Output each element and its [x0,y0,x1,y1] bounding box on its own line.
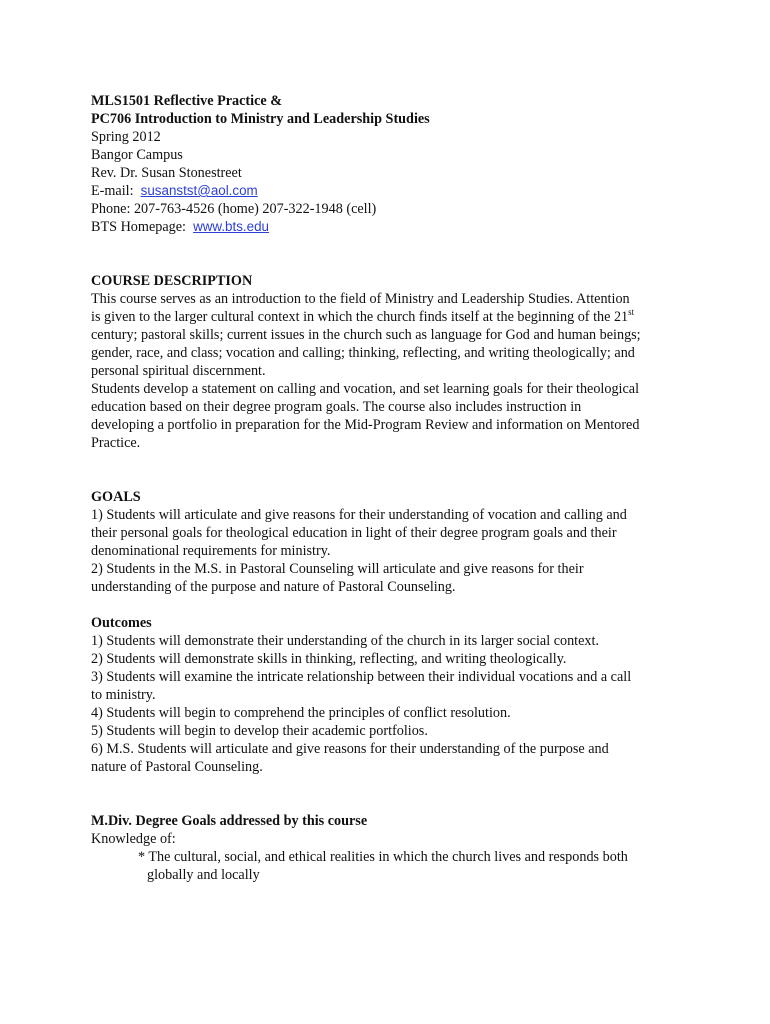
description-line: This course serves as an introduction to the field of Ministry and Leadership Studies. Attention [91,291,630,307]
description-line: developing a portfolio in preparation for the Mid-Program Review and information on Mentored [91,417,640,433]
course-description-heading: COURSE DESCRIPTION [91,273,253,289]
homepage-line [91,218,691,236]
description-line: gender, race, and class; vocation and calling; thinking, reflecting, and writing theologically; and [91,345,635,361]
knowledge-subheading: Knowledge of: [91,831,176,847]
goals-line: their personal goals for theological education in light of their degree program goals and their [91,525,617,541]
bullet-item-continuation: globally and locally [147,867,260,883]
goals-line: understanding of the purpose and nature of Pastoral Counseling. [91,579,456,595]
outcome-line: 2) Students will demonstrate skills in thinking, reflecting, and writing theologically. [91,651,567,667]
document-page [91,92,691,884]
superscript: st [628,307,635,317]
homepage-link[interactable]: www.bts.edu [193,219,269,234]
course-title-line1: MLS1501 Reflective Practice & [91,93,283,109]
description-line-text: is given to the larger cultural context in which the church finds itself at the beginning of the 21 [91,309,629,325]
outcome-line: 6) M.S. Students will articulate and give reasons for their understanding of the purpose and [91,741,609,757]
description-line: education based on their degree program goals. The course also includes instruction in [91,399,582,415]
outcome-line: to ministry. [91,687,156,703]
instructor: Rev. Dr. Susan Stonestreet [91,165,242,181]
campus: Bangor Campus [91,147,183,163]
description-line: personal spiritual discernment. [91,363,266,379]
bullet-item: * The cultural, social, and ethical realities in which the church lives and responds both [138,849,628,865]
description-line: Students develop a statement on calling and vocation, and set learning goals for their theological [91,381,640,397]
outcome-line: 5) Students will begin to develop their academic portfolios. [91,723,428,739]
outcome-line: 3) Students will examine the intricate relationship between their individual vocations and a call [91,669,632,685]
goals-line: 1) Students will articulate and give reasons for their understanding of vocation and calling and [91,507,627,523]
outcome-line: 1) Students will demonstrate their understanding of the church in its larger social context. [91,633,599,649]
description-line: Practice. [91,435,141,451]
email-label: E-mail: [91,183,134,199]
phone-line: Phone: 207-763-4526 (home) 207-322-1948 (cell) [91,201,377,217]
homepage-label: BTS Homepage: [91,219,186,235]
course-title-line2: PC706 Introduction to Ministry and Leadership Studies [91,111,430,127]
description-line [91,308,691,326]
term: Spring 2012 [91,129,161,145]
mdiv-goals-heading: M.Div. Degree Goals addressed by this course [91,813,368,829]
email-link[interactable]: susanstst@aol.com [140,183,258,198]
goals-heading: GOALS [91,489,141,505]
outcomes-heading: Outcomes [91,615,152,631]
goals-line: 2) Students in the M.S. in Pastoral Counseling will articulate and give reasons for their [91,561,584,577]
description-line: century; pastoral skills; current issues in the church such as language for God and human beings; [91,327,641,343]
outcome-line: 4) Students will begin to comprehend the principles of conflict resolution. [91,705,511,721]
goals-line: denominational requirements for ministry. [91,543,331,559]
outcome-line: nature of Pastoral Counseling. [91,759,263,775]
email-line [91,182,691,200]
